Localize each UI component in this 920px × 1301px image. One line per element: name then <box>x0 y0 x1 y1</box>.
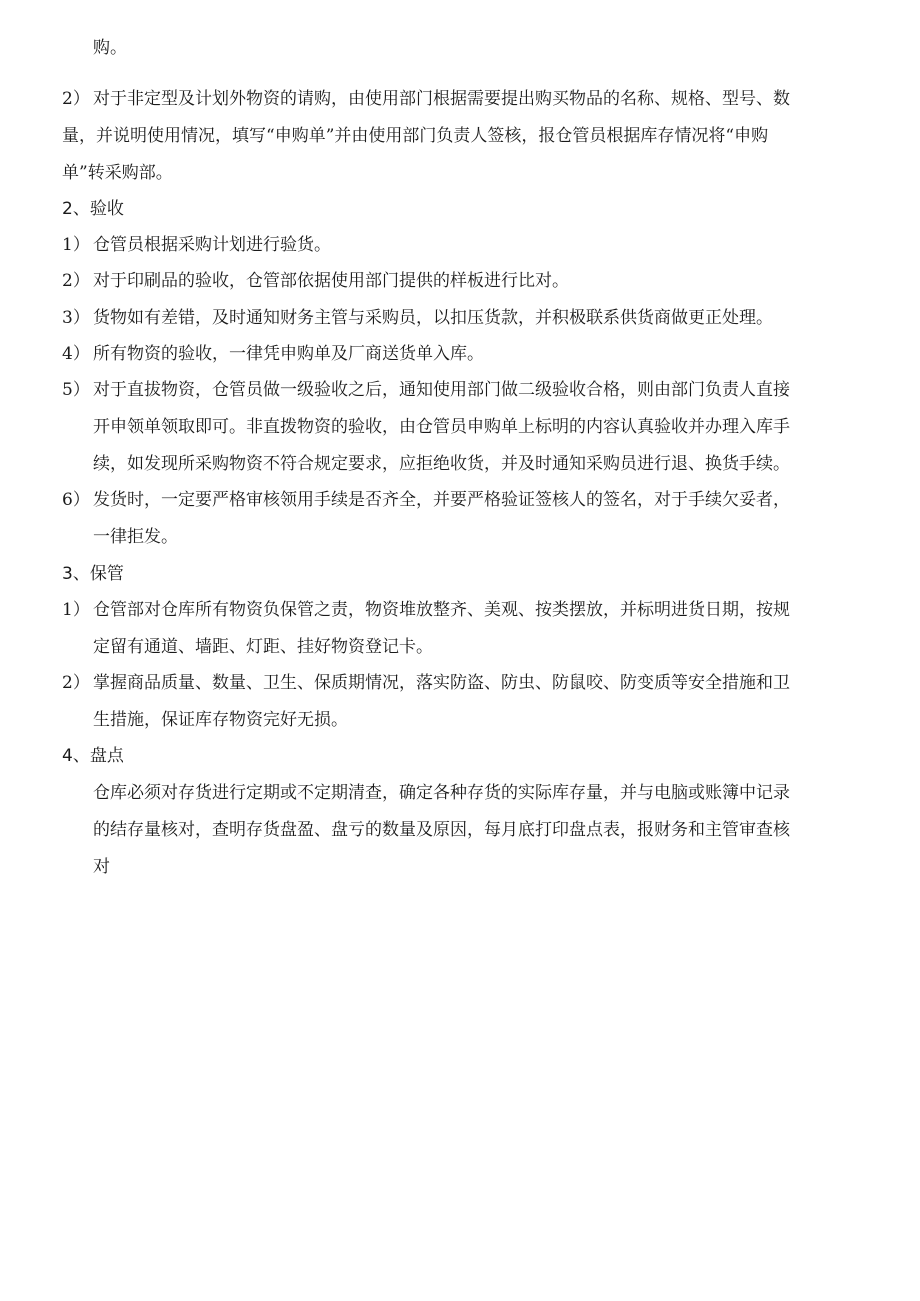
list-item-line: 量，并说明使用情况，填写“申购单”并由使用部门负责人签核，报仓管员根据库存情况将“申购 <box>62 126 769 146</box>
list-label: 3） <box>62 308 90 328</box>
list-item-line: 对于印刷品的验收，仓管部依据使用部门提供的样板进行比对。 <box>93 271 569 291</box>
list-item-line: 单”转采购部。 <box>62 163 173 183</box>
list-label: 2） <box>62 271 90 291</box>
list-label: 5） <box>62 380 90 400</box>
list-label: 1） <box>62 600 90 620</box>
list-item-line: 定留有通道、墙距、灯距、挂好物资登记卡。 <box>93 637 433 657</box>
list-label: 4） <box>62 344 90 364</box>
list-item-line: 掌握商品质量、数量、卫生、保质期情况，落实防盗、防虫、防鼠咬、防变质等安全措施和卫 <box>93 673 790 693</box>
list-item-line: 货物如有差错，及时通知财务主管与采购员，以扣压货款，并积极联系供货商做更正处理。 <box>93 308 773 328</box>
list-item-line: 一律拒发。 <box>93 527 178 547</box>
list-label: 2） <box>62 89 90 109</box>
list-label: 2） <box>62 673 90 693</box>
list-item-line: 生措施，保证库存物资完好无损。 <box>93 710 348 730</box>
list-item-line: 对于非定型及计划外物资的请购，由使用部门根据需要提出购买物品的名称、规格、型号、数 <box>93 89 790 109</box>
list-label: 1） <box>62 235 90 255</box>
paragraph-line: 对 <box>93 857 110 877</box>
paragraph-line: 的结存量核对，查明存货盘盈、盘亏的数量及原因，每月底打印盘点表，报财务和主管审查核 <box>93 820 790 840</box>
section-heading-storage: 3、保管 <box>62 564 124 584</box>
list-item-line: 开申领单领取即可。非直拨物资的验收，由仓管员申购单上标明的内容认真验收并办理入库手 <box>93 417 790 437</box>
list-item-line: 对于直拔物资，仓管员做一级验收之后，通知使用部门做二级验收合格，则由部门负责人直接 <box>93 380 790 400</box>
list-item-line: 仓管部对仓库所有物资负保管之责，物资堆放整齐、美观、按类摆放，并标明进货日期，按规 <box>93 600 790 620</box>
list-item-line: 发货时，一定要严格审核领用手续是否齐全，并要严格验证签核人的签名，对于手续欠妥者， <box>93 490 790 510</box>
list-label: 6） <box>62 490 90 510</box>
paragraph-line: 仓库必须对存货进行定期或不定期清查，确定各种存货的实际库存量，并与电脑或账簿中记录 <box>93 783 790 803</box>
section-heading-inventory: 4、盘点 <box>62 746 124 766</box>
continuation-text: 购。 <box>93 38 127 58</box>
section-heading-inspection: 2、验收 <box>62 199 124 219</box>
list-item-line: 续，如发现所采购物资不符合规定要求，应拒绝收货，并及时通知采购员进行退、换货手续。 <box>93 454 790 474</box>
list-item-line: 仓管员根据采购计划进行验货。 <box>93 235 331 255</box>
list-item-line: 所有物资的验收，一律凭申购单及厂商送货单入库。 <box>93 344 484 364</box>
